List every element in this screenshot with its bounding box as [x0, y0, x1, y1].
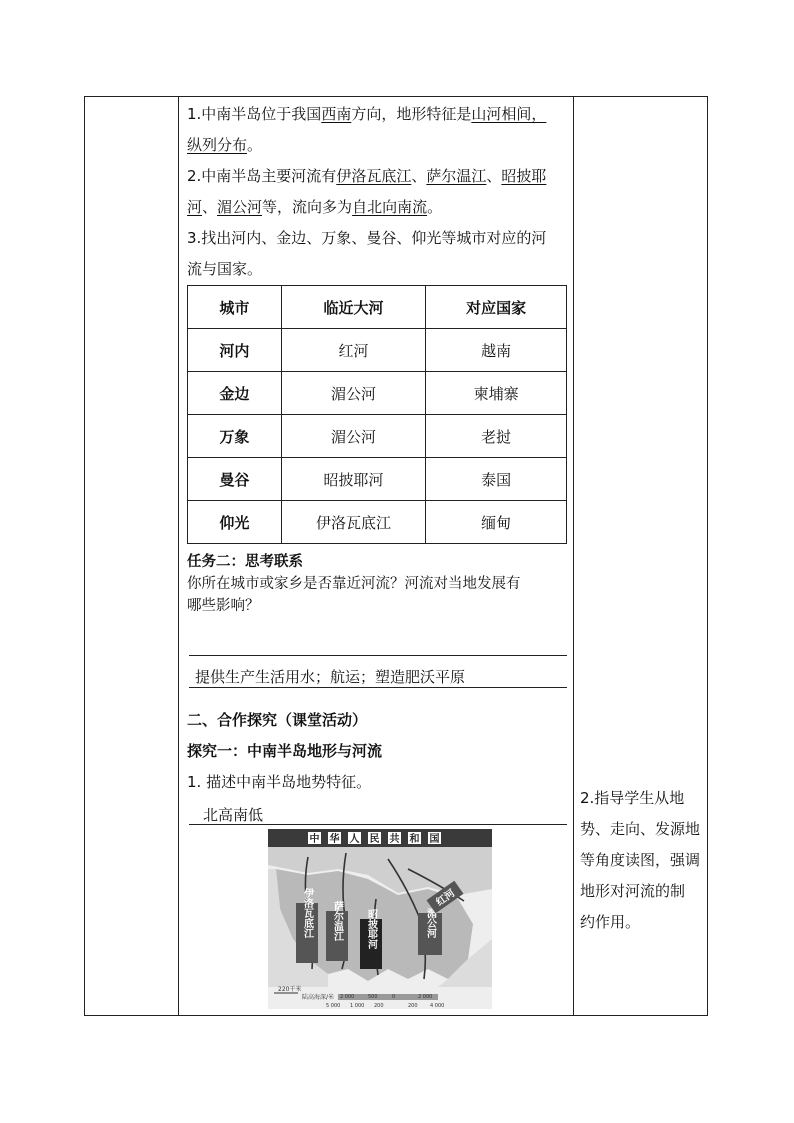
header-country: 对应国家	[426, 286, 567, 329]
cell-river: 红河	[281, 329, 426, 372]
section-2-title: 二、合作探究（课堂活动）	[187, 711, 368, 729]
q2-sep-2: 、	[486, 167, 502, 185]
inquiry-1-item-1: 1. 描述中南半岛地势特征。	[187, 773, 372, 791]
lesson-plan-table	[84, 96, 708, 1016]
answer-underline	[189, 824, 567, 825]
teacher-note-line: 等角度读图，强调	[580, 851, 701, 869]
legend-tick: 0	[392, 994, 396, 1000]
q2-answer-flow: 自北向南流	[352, 198, 428, 216]
legend-tick: 1 000	[350, 1003, 365, 1009]
q1-answer-direction: 西南	[321, 105, 352, 123]
cell-country: 老挝	[426, 415, 567, 458]
cell-city: 曼谷	[188, 458, 282, 501]
table-row	[188, 372, 567, 415]
teacher-note-line: 势、走向、发源地	[580, 820, 701, 838]
map-header-char: 民	[369, 834, 380, 845]
legend-tick: 200	[408, 1003, 418, 1009]
red-river-label: 红河	[434, 887, 458, 909]
task2-title: 任务二：思考联系	[187, 554, 303, 570]
q3-line-1: 3.找出河内、金边、万象、曼谷、仰光等城市对应的河	[187, 229, 547, 247]
cell-river: 伊洛瓦底江	[281, 501, 426, 544]
q2-sep-3: 、	[202, 198, 218, 216]
q2-river-2: 萨尔温江	[426, 167, 487, 185]
q2-river-4: 湄公河	[217, 198, 263, 216]
q1-prefix: 1.中南半岛位于我国	[187, 105, 322, 123]
inquiry-1-answer: 北高南低	[203, 806, 264, 824]
answer-blank-line	[189, 655, 567, 656]
q2-river-3a: 昭披耶	[501, 167, 547, 185]
map-header-char: 华	[329, 834, 340, 845]
q1-mid: 方向，地形特征是	[351, 105, 472, 123]
legend-title: 陆高海深/米	[302, 994, 335, 1001]
legend-tick: 4 000	[430, 1003, 445, 1009]
task-2	[187, 551, 573, 617]
q2-prefix: 2.中南半岛主要河流有	[187, 167, 337, 185]
table-row	[188, 501, 567, 544]
map-header-char: 国	[429, 834, 440, 845]
cell-country: 越南	[426, 329, 567, 372]
cell-city: 河内	[188, 329, 282, 372]
legend-tick: 2 000	[418, 994, 433, 1000]
column-divider-left	[178, 97, 179, 1015]
teacher-note-line: 地形对河流的制	[580, 882, 686, 900]
irrawaddy-label: 伊洛瓦底江	[301, 888, 313, 938]
cell-river: 湄公河	[281, 372, 426, 415]
task2-question-line-1: 你所在城市或家乡是否靠近河流？河流对当地发展有	[187, 576, 521, 592]
table-row	[188, 415, 567, 458]
salween-label: 萨尔温江	[331, 901, 343, 941]
chao-phraya-label: 昭披耶河	[365, 909, 377, 949]
cell-river: 昭披耶河	[281, 458, 426, 501]
cell-country: 泰国	[426, 458, 567, 501]
cell-country: 柬埔寨	[426, 372, 567, 415]
teacher-note-line: 约作用。	[580, 913, 641, 931]
map-header-char: 中	[309, 834, 320, 845]
table-header-row	[188, 286, 567, 329]
q2-river-1: 伊洛瓦底江	[336, 167, 412, 185]
question-3	[187, 223, 573, 285]
indochina-rivers-map	[268, 829, 492, 1009]
q3-line-2: 流与国家。	[187, 260, 263, 278]
inquiry-1-title: 探究一：中南半岛地形与河流	[187, 742, 383, 760]
map-header-char: 人	[349, 834, 360, 845]
cell-city: 仰光	[188, 501, 282, 544]
city-river-country-table	[187, 285, 567, 544]
cell-city: 金边	[188, 372, 282, 415]
teacher-note-line: 2.指导学生从地	[580, 789, 685, 807]
cell-city: 万象	[188, 415, 282, 458]
question-2	[187, 161, 573, 223]
table-row	[188, 458, 567, 501]
map-header-char: 和	[409, 834, 420, 845]
legend-tick: 200	[374, 1003, 384, 1009]
header-city: 城市	[188, 286, 282, 329]
legend-tick: 5 000	[326, 1003, 341, 1009]
answer-underline	[189, 687, 567, 688]
cell-river: 湄公河	[281, 415, 426, 458]
q1-end: 。	[247, 136, 263, 154]
q1-answer-terrain-b: 纵列分布	[187, 136, 248, 154]
q2-sep-1: 、	[411, 167, 427, 185]
task2-question-line-2: 哪些影响？	[187, 598, 260, 614]
header-river: 临近大河	[281, 286, 426, 329]
legend-tick: 500	[368, 994, 378, 1000]
question-1	[187, 99, 573, 161]
scale-text: 220千米	[278, 986, 302, 993]
mekong-label: 湄公河	[424, 908, 436, 938]
task2-answer: 提供生产生活用水；航运；塑造肥沃平原	[195, 668, 466, 686]
table-row	[188, 329, 567, 372]
q1-answer-terrain-a: 山河相间，	[471, 105, 547, 123]
q2-river-3b: 河	[187, 198, 203, 216]
map-header-char: 共	[389, 834, 400, 845]
q2-end: 。	[427, 198, 443, 216]
legend-tick: 2 000	[340, 994, 355, 1000]
teacher-note	[574, 783, 706, 938]
q2-mid: 等，流向多为	[262, 198, 353, 216]
cell-country: 缅甸	[426, 501, 567, 544]
